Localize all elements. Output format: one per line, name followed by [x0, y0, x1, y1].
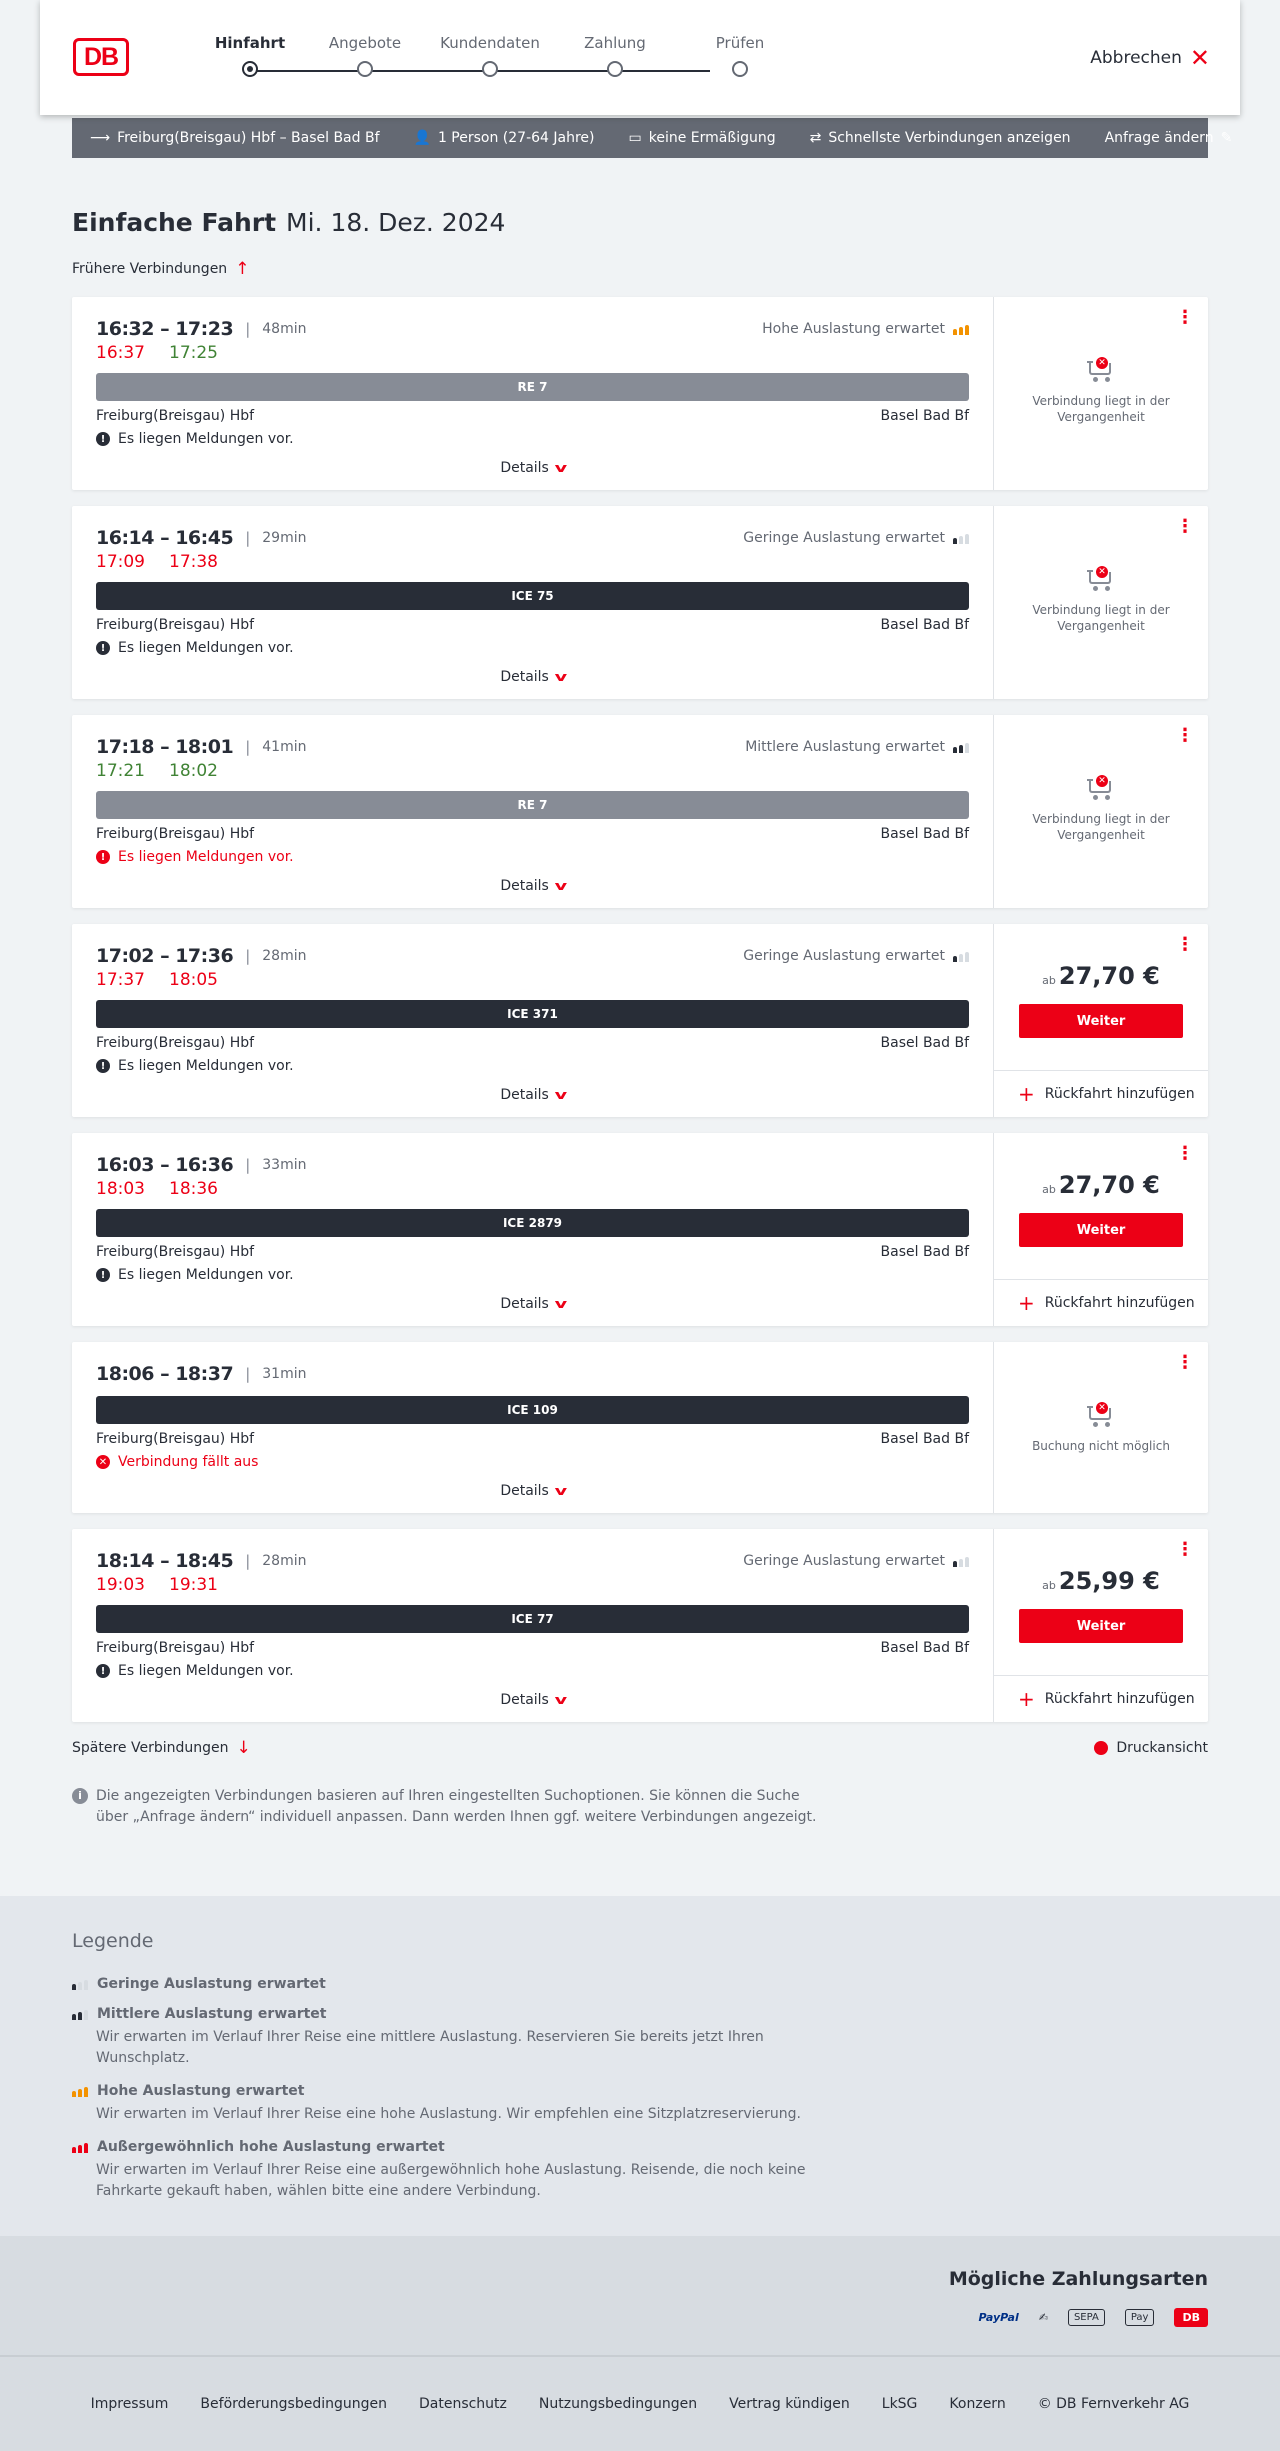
connection-message: [96, 1058, 969, 1074]
realtime-times: [96, 552, 969, 574]
occupancy-indicator: [762, 321, 969, 337]
message-text: Es liegen Meldungen vor.: [118, 640, 294, 656]
price: [994, 1171, 1208, 1199]
details-label: Details: [500, 1296, 549, 1312]
details-toggle[interactable]: [96, 865, 969, 908]
occupancy-extreme-icon: [72, 2141, 88, 2153]
payment-icons: [72, 2308, 1208, 2327]
train-bar[interactable]: ICE 77: [96, 1605, 969, 1633]
alert-circle-icon: !: [96, 1664, 110, 1678]
print-view-link[interactable]: [1094, 1740, 1208, 1756]
details-toggle[interactable]: [96, 1074, 969, 1117]
direct-debit-icon: ✍: [1038, 2311, 1048, 2324]
db-logo[interactable]: DB: [73, 38, 129, 76]
price-prefix: ab: [1042, 974, 1056, 987]
realtime-arrival: 17:38: [169, 552, 218, 572]
more-options-icon[interactable]: ⋮: [1176, 934, 1194, 955]
more-options-icon[interactable]: ⋮: [1176, 1539, 1194, 1560]
chevron-down-icon: v: [554, 461, 568, 475]
occupancy-low-icon: [72, 1978, 88, 1990]
unavailable-notice: [994, 1402, 1208, 1454]
occupancy-low-icon: [953, 950, 969, 962]
legend-title: Legende: [72, 1930, 154, 1952]
cart-unavailable-icon: ✕: [1087, 357, 1115, 383]
destination-station: Basel Bad Bf: [880, 1035, 969, 1051]
continue-button[interactable]: Weiter: [1019, 1004, 1183, 1038]
planned-times: 16:03 – 16:36: [96, 1154, 234, 1176]
trip-type: Einfache Fahrt: [72, 208, 277, 237]
planned-times: 17:02 – 17:36: [96, 945, 234, 967]
earlier-connections-link[interactable]: [72, 259, 1208, 279]
destination-station: Basel Bad Bf: [880, 1640, 969, 1656]
connection-card: [72, 297, 1208, 490]
details-label: Details: [500, 669, 549, 685]
continue-button[interactable]: Weiter: [1019, 1609, 1183, 1643]
origin-station: Freiburg(Breisgau) Hbf: [96, 1431, 255, 1447]
edit-request-button[interactable]: [1105, 130, 1233, 146]
more-options-icon[interactable]: ⋮: [1176, 307, 1194, 328]
realtime-departure: 17:21: [96, 761, 145, 781]
details-label: Details: [500, 878, 549, 894]
alert-circle-icon: !: [96, 850, 110, 864]
legend-item: [72, 2139, 1208, 2202]
cart-unavailable-icon: ✕: [1087, 775, 1115, 801]
train-bar[interactable]: ICE 75: [96, 582, 969, 610]
footer-link[interactable]: Nutzungsbedingungen: [538, 2396, 698, 2412]
db-payment-icon: DB: [1174, 2308, 1208, 2327]
details-label: Details: [500, 1483, 549, 1499]
connection-card: [72, 715, 1208, 908]
realtime-times: [96, 761, 969, 783]
print-icon: [1094, 1741, 1108, 1755]
alert-circle-icon: !: [96, 641, 110, 655]
occupancy-indicator: [743, 1553, 969, 1569]
planned-times: 17:18 – 18:01: [96, 736, 234, 758]
discount-text: keine Ermäßigung: [648, 130, 776, 146]
message-text: Es liegen Meldungen vor.: [118, 1058, 294, 1074]
price: [994, 1567, 1208, 1595]
message-text: Es liegen Meldungen vor.: [118, 849, 294, 865]
route-text: Freiburg(Breisgau) Hbf – Basel Bad Bf: [117, 130, 380, 146]
duration: 33min: [262, 1157, 307, 1173]
offer-panel: [994, 924, 1208, 1117]
price-prefix: ab: [1042, 1183, 1056, 1196]
details-label: Details: [500, 1692, 549, 1708]
payment-methods-title: Mögliche Zahlungsarten: [948, 2268, 1208, 2290]
sepa-icon: SEPA: [1068, 2309, 1105, 2326]
card-icon: ▭: [628, 130, 642, 146]
step-dot: [357, 61, 373, 77]
connection-message: [96, 431, 969, 447]
occupancy-indicator: [745, 739, 969, 755]
details-toggle[interactable]: [96, 1283, 969, 1326]
add-return-trip-button[interactable]: [994, 1070, 1208, 1117]
connection-message: [96, 1267, 969, 1283]
print-label: Druckansicht: [1116, 1740, 1208, 1756]
step-label: Zahlung: [584, 34, 646, 52]
connection-details: 16:03 – 16:36 | 33min 18:03 18:36 ICE 2879 Freiburg(Breisgau) Hbf Basel Bad Bf ! Es liegen Meldungen vor. Details v: [72, 1133, 994, 1326]
alert-circle-icon: !: [96, 1059, 110, 1073]
connection-card: [72, 924, 1208, 1117]
duration: 28min: [262, 1553, 307, 1569]
info-icon: i: [72, 1788, 88, 1804]
origin-station: Freiburg(Breisgau) Hbf: [96, 1640, 255, 1656]
legend-item-title: Geringe Auslastung erwartet: [97, 1976, 326, 1992]
offer-panel: [994, 506, 1208, 699]
alert-circle-icon: !: [96, 1268, 110, 1282]
connection-details: 17:18 – 18:01 | 41min Mittlere Auslastung erwartet 17:21 18:02 RE 7 Freiburg(Breisgau) Hbf Basel Bad Bf ! Es liegen Meldungen vor. Details v: [72, 715, 994, 908]
plus-icon: +: [1018, 1082, 1035, 1106]
step-dot: [607, 61, 623, 77]
occupancy-low-icon: [953, 1555, 969, 1567]
occupancy-medium-icon: [72, 2008, 88, 2020]
connection-list: [72, 297, 1208, 1722]
paypal-icon: PayPal: [978, 2311, 1019, 2324]
cancel-button[interactable]: [1090, 46, 1210, 70]
connection-message: [96, 1663, 969, 1679]
connection-card: [72, 1133, 1208, 1326]
chevron-down-icon: v: [554, 1088, 568, 1102]
chevron-down-icon: v: [554, 1693, 568, 1707]
occupancy-medium-icon: [953, 741, 969, 753]
add-return-trip-button[interactable]: [994, 1675, 1208, 1722]
message-text: Es liegen Meldungen vor.: [118, 1267, 294, 1283]
progress-steps: [210, 34, 765, 84]
destination-station: Basel Bad Bf: [880, 408, 969, 424]
price: [994, 962, 1208, 990]
price-prefix: ab: [1042, 1579, 1056, 1592]
legend-item-desc: Wir erwarten im Verlauf Ihrer Reise eine hohe Auslastung. Wir empfehlen eine Sitzplatzreservierung.: [96, 2106, 801, 2122]
duration: 29min: [262, 530, 307, 546]
train-bar[interactable]: ICE 371: [96, 1000, 969, 1028]
message-text: Es liegen Meldungen vor.: [118, 1663, 294, 1679]
route-summary: [90, 130, 380, 146]
legend-item: [72, 1976, 1208, 1992]
occupancy-text: Geringe Auslastung erwartet: [743, 1553, 945, 1569]
realtime-arrival: 18:36: [169, 1179, 218, 1199]
payment-methods-section: [0, 2236, 1280, 2355]
occupancy-low-icon: [953, 532, 969, 544]
realtime-departure: 18:03: [96, 1179, 145, 1199]
fastest-text: Schnellste Verbindungen anzeigen: [828, 130, 1071, 146]
details-toggle[interactable]: [96, 447, 969, 490]
cancel-circle-icon: ✕: [96, 1455, 110, 1469]
unavailable-notice: [994, 357, 1208, 425]
footer-link[interactable]: Datenschutz: [418, 2396, 507, 2412]
origin-station: Freiburg(Breisgau) Hbf: [96, 617, 255, 633]
realtime-times: [96, 1575, 969, 1597]
realtime-departure: 17:37: [96, 970, 145, 990]
message-text: Verbindung fällt aus: [118, 1454, 259, 1470]
footer-link[interactable]: Konzern: [949, 2396, 1006, 2412]
add-return-label: Rückfahrt hinzufügen: [1044, 1691, 1195, 1707]
destination-station: Basel Bad Bf: [880, 826, 969, 842]
passenger-summary: [414, 130, 595, 146]
discount-summary: [629, 130, 776, 146]
occupancy-indicator: [743, 948, 969, 964]
chevron-down-icon: v: [554, 1484, 568, 1498]
unavailable-text: Verbindung liegt in der Vergangenheit: [1032, 812, 1170, 843]
more-options-icon[interactable]: ⋮: [1176, 1352, 1194, 1373]
origin-station: Freiburg(Breisgau) Hbf: [96, 1244, 255, 1260]
details-toggle[interactable]: [96, 1679, 969, 1722]
later-label: Spätere Verbindungen: [72, 1740, 229, 1756]
step-label: Angebote: [328, 34, 402, 52]
legend-list: [72, 1976, 1208, 2202]
continue-button[interactable]: Weiter: [1019, 1213, 1183, 1247]
unavailable-notice: [994, 566, 1208, 634]
planned-times: 18:06 – 18:37: [96, 1363, 234, 1385]
add-return-label: Rückfahrt hinzufügen: [1044, 1086, 1195, 1102]
edit-request-label: Anfrage ändern: [1104, 130, 1214, 146]
realtime-times: [96, 1179, 969, 1201]
unavailable-text: Verbindung liegt in der Vergangenheit: [1032, 603, 1170, 634]
destination-station: Basel Bad Bf: [880, 1431, 969, 1447]
step-kundendaten: [430, 34, 550, 77]
legend-section: [0, 1896, 1280, 2236]
train-bar[interactable]: ICE 109: [96, 1396, 969, 1424]
later-connections-link[interactable]: [72, 1738, 251, 1758]
alert-circle-icon: !: [96, 432, 110, 446]
step-pruefen: [680, 34, 800, 77]
occupancy-text: Hohe Auslastung erwartet: [762, 321, 945, 337]
realtime-arrival: 18:02: [169, 761, 218, 781]
sliders-icon: ⇄: [809, 130, 822, 146]
realtime-times: [96, 343, 969, 365]
legend-item-title: Außergewöhnlich hohe Auslastung erwartet: [97, 2139, 445, 2155]
fastest-summary: [810, 130, 1071, 146]
planned-times: 18:14 – 18:45: [96, 1550, 234, 1572]
legend-item-title: Mittlere Auslastung erwartet: [97, 2006, 327, 2022]
train-bar[interactable]: ICE 2879: [96, 1209, 969, 1237]
occupancy-high-icon: [72, 2085, 88, 2097]
footer: [0, 2355, 1280, 2451]
chevron-down-icon: v: [554, 670, 568, 684]
more-options-icon[interactable]: ⋮: [1176, 516, 1194, 537]
price-value: 27,70 €: [1058, 1171, 1160, 1199]
unavailable-text: Verbindung liegt in der Vergangenheit: [1032, 394, 1170, 425]
add-return-label: Rückfahrt hinzufügen: [1044, 1295, 1195, 1311]
legend-item: [72, 2006, 1208, 2069]
chevron-down-icon: v: [554, 1297, 568, 1311]
connection-message: [96, 640, 969, 656]
cancel-label: Abbrechen: [1090, 48, 1182, 68]
travel-date: Mi. 18. Dez. 2024: [286, 208, 506, 237]
search-summary-bar: [72, 118, 1233, 158]
realtime-arrival: 17:25: [169, 343, 218, 363]
apple-pay-icon: Pay: [1125, 2309, 1155, 2326]
arrow-right-icon: ⟶: [90, 130, 111, 146]
price-value: 25,99 €: [1058, 1567, 1160, 1595]
connection-card: [72, 506, 1208, 699]
footer-link[interactable]: LkSG: [881, 2396, 918, 2412]
connection-details: 16:14 – 16:45 | 29min Geringe Auslastung erwartet 17:09 17:38 ICE 75 Freiburg(Breisgau) Hbf Basel Bad Bf ! Es liegen Meldungen vor. Details v: [72, 506, 994, 699]
connection-card: [72, 1342, 1208, 1513]
legend-item-title: Hohe Auslastung erwartet: [97, 2083, 305, 2099]
step-hinfahrt: [190, 34, 310, 77]
unavailable-notice: [994, 775, 1208, 843]
price-value: 27,70 €: [1058, 962, 1160, 990]
legend-item-desc: Wir erwarten im Verlauf Ihrer Reise eine außergewöhnlich hohe Auslastung. Reisende, die noch keine Fahrkarte gekauft haben, wählen bitte eine andere Verbindung.: [96, 2162, 806, 2199]
footer-link: © DB Fernverkehr AG: [1037, 2396, 1190, 2412]
info-text: Die angezeigten Verbindungen basieren auf Ihren eingestellten Suchoptionen. Sie können die Suche über „Anfrage ändern“ individuell anpassen. Dann werden Ihnen ggf. weitere Verbindungen angezeigt.: [96, 1788, 817, 1825]
footer-link[interactable]: Beförderungsbedingungen: [200, 2396, 387, 2412]
connection-details: 16:32 – 17:23 | 48min Hohe Auslastung erwartet 16:37 17:25 RE 7 Freiburg(Breisgau) Hbf Basel Bad Bf ! Es liegen Meldungen vor. Details v: [72, 297, 994, 490]
connection-message: [96, 1454, 969, 1470]
occupancy-high-icon: [953, 323, 969, 335]
page-title: [72, 208, 1208, 237]
search-info-note: [72, 1786, 832, 1828]
realtime-arrival: 19:31: [169, 1575, 218, 1595]
details-label: Details: [500, 1087, 549, 1103]
step-zahlung: [555, 34, 675, 77]
occupancy-text: Geringe Auslastung erwartet: [743, 530, 945, 546]
close-icon: ✕: [1189, 44, 1210, 72]
add-return-trip-button[interactable]: [994, 1279, 1208, 1326]
person-icon: 👤: [413, 130, 431, 146]
pencil-icon: ✎: [1220, 130, 1233, 146]
message-text: Es liegen Meldungen vor.: [118, 431, 294, 447]
footer-link[interactable]: Impressum: [90, 2396, 169, 2412]
realtime-departure: 16:37: [96, 343, 145, 363]
realtime-times: [96, 970, 969, 992]
duration: 48min: [262, 321, 307, 337]
cart-unavailable-icon: ✕: [1087, 566, 1115, 592]
booking-header: [40, 0, 1240, 115]
train-bar[interactable]: RE 7: [96, 791, 969, 819]
offer-panel: [994, 1133, 1208, 1326]
connection-message: [96, 849, 969, 865]
details-toggle[interactable]: [96, 1470, 969, 1513]
legend-item-desc: Wir erwarten im Verlauf Ihrer Reise eine mittlere Auslastung. Reservieren Sie bereits jetzt Ihren Wunschplatz.: [96, 2029, 764, 2066]
connection-details: 17:02 – 17:36 | 28min Geringe Auslastung erwartet 17:37 18:05 ICE 371 Freiburg(Breisgau) Hbf Basel Bad Bf ! Es liegen Meldungen vor. Details v: [72, 924, 994, 1117]
footer-link[interactable]: Vertrag kündigen: [729, 2396, 850, 2412]
offer-panel: [994, 715, 1208, 908]
step-label: Prüfen: [715, 34, 765, 52]
legend-item: [72, 2083, 1208, 2125]
more-options-icon[interactable]: ⋮: [1176, 1143, 1194, 1164]
step-label: Kundendaten: [440, 34, 540, 52]
offer-panel: [994, 1529, 1208, 1722]
cart-unavailable-icon: ✕: [1087, 1402, 1115, 1428]
passenger-text: 1 Person (27-64 Jahre): [437, 130, 595, 146]
planned-times: 16:32 – 17:23: [96, 318, 234, 340]
step-angebote: [305, 34, 425, 77]
connection-details: 18:06 – 18:37 | 31min ICE 109 Freiburg(Breisgau) Hbf Basel Bad Bf ✕ Verbindung fällt aus Details v: [72, 1342, 994, 1513]
step-dot: [482, 61, 498, 77]
arrow-up-icon: ↑: [235, 259, 250, 279]
offer-panel: [994, 1342, 1208, 1513]
details-toggle[interactable]: [96, 656, 969, 699]
duration: 41min: [262, 739, 307, 755]
connection-card: [72, 1529, 1208, 1722]
origin-station: Freiburg(Breisgau) Hbf: [96, 826, 255, 842]
plus-icon: +: [1018, 1687, 1035, 1711]
destination-station: Basel Bad Bf: [880, 1244, 969, 1260]
occupancy-indicator: [743, 530, 969, 546]
occupancy-text: Mittlere Auslastung erwartet: [745, 739, 945, 755]
details-label: Details: [500, 460, 549, 476]
realtime-departure: 19:03: [96, 1575, 145, 1595]
step-dot: [732, 61, 748, 77]
step-label: Hinfahrt: [214, 34, 286, 52]
origin-station: Freiburg(Breisgau) Hbf: [96, 408, 255, 424]
destination-station: Basel Bad Bf: [880, 617, 969, 633]
duration: 31min: [262, 1366, 307, 1382]
origin-station: Freiburg(Breisgau) Hbf: [96, 1035, 255, 1051]
train-bar[interactable]: RE 7: [96, 373, 969, 401]
step-dot: [242, 61, 258, 77]
more-options-icon[interactable]: ⋮: [1176, 725, 1194, 746]
planned-times: 16:14 – 16:45: [96, 527, 234, 549]
offer-panel: [994, 297, 1208, 490]
plus-icon: +: [1018, 1291, 1035, 1315]
chevron-down-icon: v: [554, 879, 568, 893]
unavailable-text: Buchung nicht möglich: [1032, 1439, 1170, 1453]
arrow-down-icon: ↓: [236, 1738, 251, 1758]
realtime-departure: 17:09: [96, 552, 145, 572]
connection-details: 18:14 – 18:45 | 28min Geringe Auslastung erwartet 19:03 19:31 ICE 77 Freiburg(Breisgau) Hbf Basel Bad Bf ! Es liegen Meldungen vor. Details v: [72, 1529, 994, 1722]
duration: 28min: [262, 948, 307, 964]
realtime-arrival: 18:05: [169, 970, 218, 990]
earlier-label: Frühere Verbindungen: [72, 261, 228, 277]
occupancy-text: Geringe Auslastung erwartet: [743, 948, 945, 964]
